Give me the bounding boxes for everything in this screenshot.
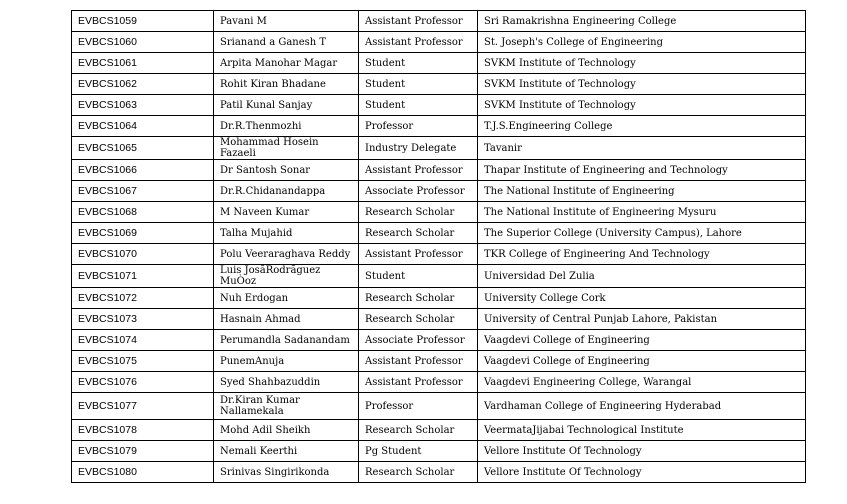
participant-name-cell: Arpita Manohar Magar (214, 53, 359, 74)
participant-name-cell: Polu Veeraraghava Reddy (214, 244, 359, 265)
institution-cell: The Superior College (University Campus), Lahore (478, 223, 806, 244)
institution-cell: Vellore Institute Of Technology (478, 441, 806, 462)
participant-name-cell: M Naveen Kumar (214, 202, 359, 223)
registration-id-cell: EVBCS1067 (72, 181, 214, 202)
institution-cell: SVKM Institute of Technology (478, 95, 806, 116)
participant-name-cell: Srianand a Ganesh T (214, 32, 359, 53)
institution-cell: TKR College of Engineering And Technology (478, 244, 806, 265)
registration-id-cell: EVBCS1079 (72, 441, 214, 462)
table-row (72, 160, 806, 181)
participant-role-cell: Assistant Professor (359, 372, 478, 393)
participant-role-cell: Assistant Professor (359, 32, 478, 53)
participant-role-cell: Research Scholar (359, 309, 478, 330)
table-row (72, 137, 806, 160)
institution-cell: The National Institute of Engineering Mysuru (478, 202, 806, 223)
table-row (72, 330, 806, 351)
participant-name-cell: Luis JosãRodrãguez MuÒoz (214, 265, 359, 288)
registration-table-body (72, 11, 806, 483)
institution-cell: Sri Ramakrishna Engineering College (478, 11, 806, 32)
participant-role-cell: Research Scholar (359, 202, 478, 223)
participant-name-cell: Srinivas Singirikonda (214, 462, 359, 483)
table-row (72, 265, 806, 288)
institution-cell: Thapar Institute of Engineering and Technology (478, 160, 806, 181)
participant-name-cell: Dr.R.Thenmozhi (214, 116, 359, 137)
table-row (72, 462, 806, 483)
institution-cell: SVKM Institute of Technology (478, 74, 806, 95)
participant-role-cell: Student (359, 53, 478, 74)
participant-name-cell: Dr.R.Chidanandappa (214, 181, 359, 202)
table-row (72, 393, 806, 420)
participant-name-cell: Perumandla Sadanandam (214, 330, 359, 351)
participant-role-cell: Assistant Professor (359, 160, 478, 181)
participant-role-cell: Pg Student (359, 441, 478, 462)
participant-name-cell: Pavani M (214, 11, 359, 32)
table-row (72, 202, 806, 223)
registration-id-cell: EVBCS1080 (72, 462, 214, 483)
participant-name-cell: Hasnain Ahmad (214, 309, 359, 330)
participant-name-cell: Dr Santosh Sonar (214, 160, 359, 181)
institution-cell: SVKM Institute of Technology (478, 53, 806, 74)
participant-role-cell: Research Scholar (359, 223, 478, 244)
participant-role-cell: Student (359, 95, 478, 116)
participant-role-cell: Professor (359, 393, 478, 420)
institution-cell: Vaagdevi College of Engineering (478, 351, 806, 372)
registration-id-cell: EVBCS1076 (72, 372, 214, 393)
table-row (72, 32, 806, 53)
institution-cell: Vaagdevi Engineering College, Warangal (478, 372, 806, 393)
table-row (72, 181, 806, 202)
institution-cell: T.J.S.Engineering College (478, 116, 806, 137)
participant-name-cell: Mohammad Hosein Fazaeli (214, 137, 359, 160)
registration-id-cell: EVBCS1073 (72, 309, 214, 330)
participant-role-cell: Research Scholar (359, 462, 478, 483)
table-row (72, 74, 806, 95)
institution-cell: St. Joseph's College of Engineering (478, 32, 806, 53)
participant-name-cell: Rohit Kiran Bhadane (214, 74, 359, 95)
participant-name-cell: Nemali Keerthi (214, 441, 359, 462)
participant-role-cell: Professor (359, 116, 478, 137)
participant-role-cell: Associate Professor (359, 330, 478, 351)
participant-name-cell: Patil Kunal Sanjay (214, 95, 359, 116)
participant-role-cell: Assistant Professor (359, 11, 478, 32)
table-row (72, 53, 806, 74)
participant-name-cell: Nuh Erdogan (214, 288, 359, 309)
participant-role-cell: Associate Professor (359, 181, 478, 202)
table-row (72, 11, 806, 32)
participant-name-cell: PunemAnuja (214, 351, 359, 372)
registration-id-cell: EVBCS1065 (72, 137, 214, 160)
institution-cell: VeermataJijabai Technological Institute (478, 420, 806, 441)
table-row (72, 288, 806, 309)
table-row (72, 441, 806, 462)
table-row (72, 223, 806, 244)
participant-role-cell: Industry Delegate (359, 137, 478, 160)
registration-id-cell: EVBCS1077 (72, 393, 214, 420)
registration-id-cell: EVBCS1078 (72, 420, 214, 441)
registration-id-cell: EVBCS1059 (72, 11, 214, 32)
participant-name-cell: Mohd Adil Sheikh (214, 420, 359, 441)
table-row (72, 372, 806, 393)
institution-cell: University College Cork (478, 288, 806, 309)
registration-id-cell: EVBCS1074 (72, 330, 214, 351)
registration-id-cell: EVBCS1064 (72, 116, 214, 137)
participant-role-cell: Student (359, 74, 478, 95)
participant-name-cell: Talha Mujahid (214, 223, 359, 244)
registration-id-cell: EVBCS1061 (72, 53, 214, 74)
registration-id-cell: EVBCS1069 (72, 223, 214, 244)
registration-id-cell: EVBCS1075 (72, 351, 214, 372)
participant-role-cell: Research Scholar (359, 288, 478, 309)
table-row (72, 420, 806, 441)
table-row (72, 95, 806, 116)
registration-id-cell: EVBCS1060 (72, 32, 214, 53)
registration-id-cell: EVBCS1070 (72, 244, 214, 265)
institution-cell: The National Institute of Engineering (478, 181, 806, 202)
institution-cell: Vellore Institute Of Technology (478, 462, 806, 483)
participant-role-cell: Research Scholar (359, 420, 478, 441)
institution-cell: University of Central Punjab Lahore, Pakistan (478, 309, 806, 330)
participant-role-cell: Assistant Professor (359, 244, 478, 265)
table-row (72, 244, 806, 265)
table-row (72, 351, 806, 372)
institution-cell: Vaagdevi College of Engineering (478, 330, 806, 351)
participant-role-cell: Student (359, 265, 478, 288)
participant-name-cell: Syed Shahbazuddin (214, 372, 359, 393)
registration-id-cell: EVBCS1062 (72, 74, 214, 95)
registration-id-cell: EVBCS1071 (72, 265, 214, 288)
institution-cell: Vardhaman College of Engineering Hyderabad (478, 393, 806, 420)
participant-name-cell: Dr.Kiran Kumar Nallamekala (214, 393, 359, 420)
registration-id-cell: EVBCS1068 (72, 202, 214, 223)
participant-role-cell: Assistant Professor (359, 351, 478, 372)
institution-cell: Universidad Del Zulia (478, 265, 806, 288)
table-row (72, 309, 806, 330)
table-row (72, 116, 806, 137)
registration-table (71, 10, 806, 483)
registration-id-cell: EVBCS1063 (72, 95, 214, 116)
registration-id-cell: EVBCS1072 (72, 288, 214, 309)
institution-cell: Tavanir (478, 137, 806, 160)
registration-id-cell: EVBCS1066 (72, 160, 214, 181)
